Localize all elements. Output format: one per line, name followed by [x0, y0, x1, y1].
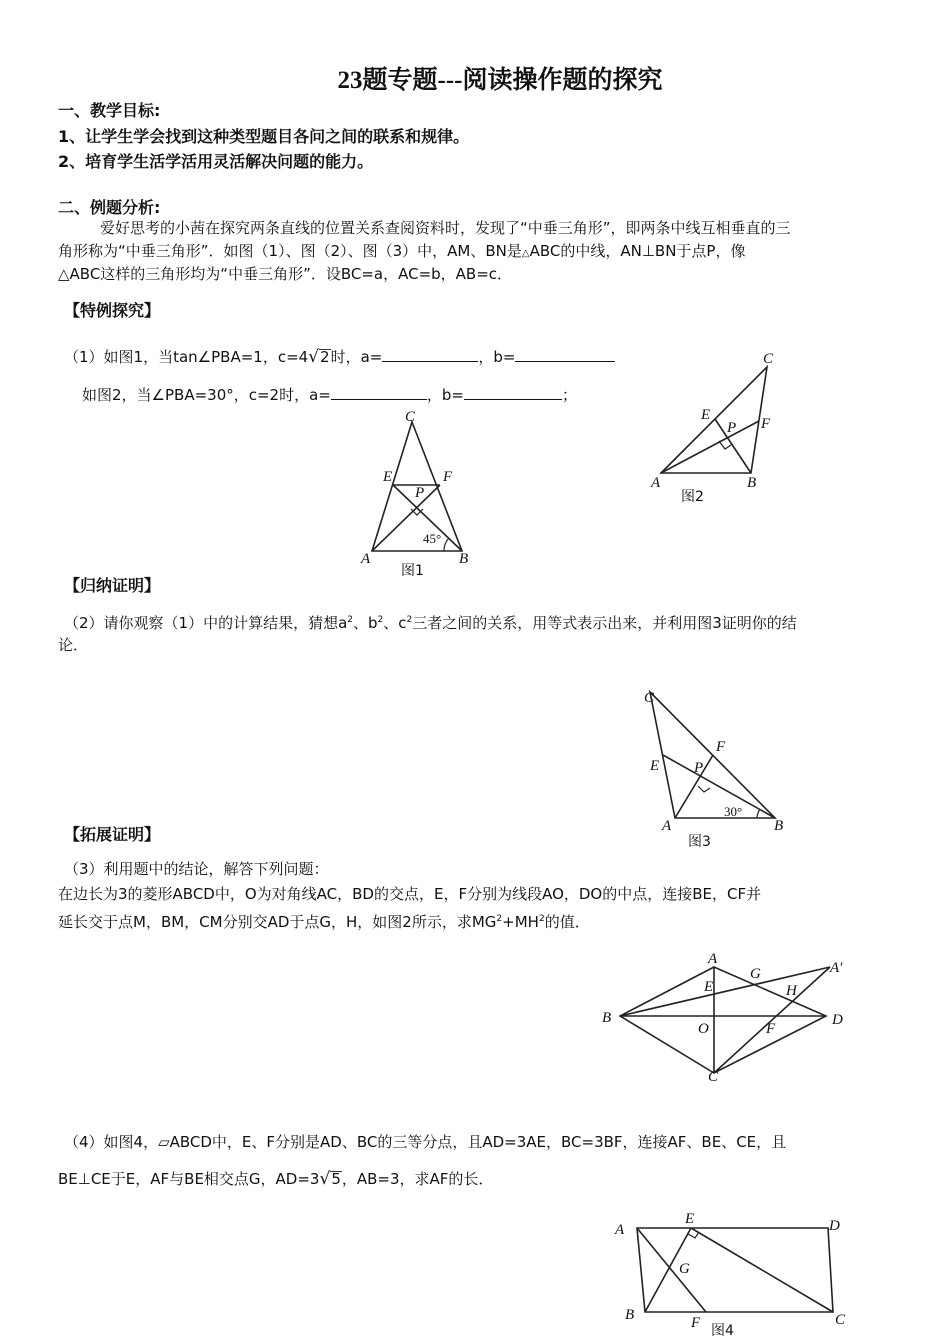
fig4-right-angle [688, 1232, 699, 1238]
q1b-b: ，b= [426, 386, 464, 404]
fig4-label-g: G [679, 1261, 690, 1277]
question-2-line1 [64, 609, 797, 635]
q1-b: ，b= [478, 348, 516, 366]
rh-label-a: A [708, 951, 718, 967]
fig2-label-c: C [763, 351, 774, 367]
intro-line-3: △ABC这样的三角形均为“中垂三角形”．设BC=a，AC=b，AB=c． [58, 265, 513, 283]
fig2-median-af [661, 421, 759, 473]
fig2-label-f: F [761, 416, 771, 432]
answer-blank-b1[interactable] [515, 347, 615, 362]
question-1b [82, 384, 577, 407]
question-3-line2: 在边长为3的菱形ABCD中，O为对角线AC，BD的交点，E，F分别为线段AO，DO的中点，连接BE，CF并 [58, 885, 762, 903]
fig3-label-c: C [644, 690, 655, 706]
fig1-label-p: P [415, 485, 425, 501]
fig3-label-a: A [662, 818, 672, 834]
fig3-caption: 图3 [688, 834, 711, 850]
rh-label-f: F [766, 1021, 776, 1037]
q4-line2b: ，AB=3，求AF的长． [341, 1170, 494, 1188]
q2-d: 三者之间的关系，用等式表示出来，并利用图3证明你的结 [412, 614, 797, 632]
q1b-prefix: 如图2，当∠PBA=30°，c=2时，a= [82, 386, 331, 404]
rh-label-c: C [708, 1069, 719, 1085]
fig4-label-f: F [691, 1315, 701, 1331]
rh-label-h: H [786, 983, 797, 999]
fig3-right-angle [698, 786, 710, 792]
q1-mid: 时，a= [330, 348, 383, 366]
fig1-caption: 图1 [401, 563, 424, 579]
fig4-label-e: E [685, 1211, 695, 1227]
part3-heading: 【拓展证明】 [64, 825, 161, 844]
sup-2: 2 [377, 615, 384, 625]
question-3-line1: （3）利用题中的结论，解答下列问题： [64, 860, 329, 878]
sqrt-icon: √ [308, 347, 320, 367]
question-4-line1: （4）如图4，▱ABCD中，E、F分别是AD、BC的三等分点，且AD=3AE，BC=3BF，连接AF、BE、CE，且 [64, 1133, 787, 1151]
fig1-angle-arc [444, 538, 449, 551]
parallelogram-abcd [637, 1228, 833, 1312]
rh-label-a-prime: A′ [830, 960, 843, 976]
intro-line-1: 爱好思考的小茜在探究两条直线的位置关系查阅资料时，发现了“中垂三角形”，即两条中线互相垂直的三 [100, 219, 791, 237]
part2-heading: 【归纳证明】 [64, 576, 161, 595]
figure-rhombus [600, 945, 860, 1085]
fig4-label-d: D [829, 1218, 840, 1234]
intro-line-2-rest: ABC的中线，AN⊥BN于点P，像 [529, 242, 746, 260]
q3-line3c: 的值． [544, 913, 590, 931]
fig2-label-a: A [651, 475, 661, 491]
fig2-triangle [661, 367, 767, 473]
fig1-label-e: E [383, 469, 393, 485]
rh-label-g: G [750, 966, 761, 982]
fig3-label-e: E [650, 758, 660, 774]
q2-b: 、b [353, 614, 378, 632]
fig1-label-a: A [361, 551, 371, 567]
fig3-label-b: B [774, 818, 784, 834]
rh-label-o: O [698, 1021, 709, 1037]
sqrt-icon: √ [319, 1169, 331, 1189]
part1-heading: 【特例探究】 [64, 301, 161, 320]
goal-1: 1、让学生学会找到这种类型题目各问之间的联系和规律。 [58, 127, 470, 146]
figure-2 [645, 345, 790, 510]
figure-3 [630, 680, 800, 855]
fig3-label-p: P [694, 760, 704, 776]
page-title: 23题专题---阅读操作题的探究 [337, 67, 663, 94]
section1-heading: 一、教学目标: [58, 101, 161, 120]
fig3-angle-label: 30° [724, 804, 743, 819]
sup-2: 2 [496, 914, 503, 924]
fig2-right-angle [719, 441, 731, 449]
fig1-label-f: F [443, 469, 453, 485]
fig1-label-b: B [459, 551, 469, 567]
answer-blank-a1[interactable] [382, 347, 478, 362]
question-1a [64, 346, 615, 369]
goal-2: 2、培育学生活学活用灵活解决问题的能力。 [58, 152, 374, 171]
fig1-angle-label: 45° [423, 531, 442, 546]
intro-line-2 [58, 240, 745, 265]
fig2-label-b: B [747, 475, 757, 491]
fig3-label-f: F [716, 739, 726, 755]
rh-label-e: E [704, 979, 714, 995]
answer-blank-b2[interactable] [464, 385, 562, 400]
fig2-label-p: P [727, 420, 737, 436]
section2-heading: 二、例题分析: [58, 198, 161, 217]
q2-a: （2）请你观察（1）中的计算结果，猜想a [64, 614, 348, 632]
q1b-end: ； [561, 386, 577, 404]
fig4-label-c: C [835, 1312, 846, 1328]
q1-prefix: （1）如图1，当tan∠PBA=1，c=4 [64, 348, 309, 366]
q2-c: 、c [383, 614, 407, 632]
figure-1 [355, 405, 495, 585]
sup-2: 2 [347, 615, 354, 625]
rh-label-b: B [602, 1010, 612, 1026]
fig2-caption: 图2 [681, 489, 704, 505]
question-2-line2: 论． [58, 636, 89, 654]
question-3-line3 [58, 908, 590, 934]
line-cm [714, 967, 830, 1073]
intro-line-2-text: 角形称为“中垂三角形”．如图（1）、图（2）、图（3）中，AM、BN是 [58, 242, 522, 260]
sup-2: 2 [406, 615, 413, 625]
line-ce [691, 1228, 833, 1312]
q1-root: 2 [320, 348, 330, 366]
line-af [637, 1228, 706, 1312]
fig3-angle-arc [757, 809, 760, 818]
figure-4 [605, 1205, 860, 1344]
fig1-label-c: C [405, 409, 416, 425]
q3-line3b: +MH [502, 913, 539, 931]
q4-line2a: BE⊥CE于E，AF与BE相交点G，AD=3 [58, 1170, 320, 1188]
fig4-caption: 图4 [711, 1323, 734, 1339]
fig4-label-a: A [615, 1222, 625, 1238]
q3-line3a: 延长交于点M，BM，CM分别交AD于点G，H，如图2所示，求MG [58, 913, 497, 931]
fig2-label-e: E [701, 407, 711, 423]
question-4-line2 [58, 1168, 493, 1191]
answer-blank-a2[interactable] [331, 385, 427, 400]
q4-root: 5 [331, 1170, 341, 1188]
line-bm [620, 967, 830, 1016]
sup-2: 2 [538, 914, 545, 924]
triangle-symbol: △ [521, 248, 530, 259]
rh-label-d: D [832, 1012, 843, 1028]
fig4-label-b: B [625, 1307, 635, 1323]
